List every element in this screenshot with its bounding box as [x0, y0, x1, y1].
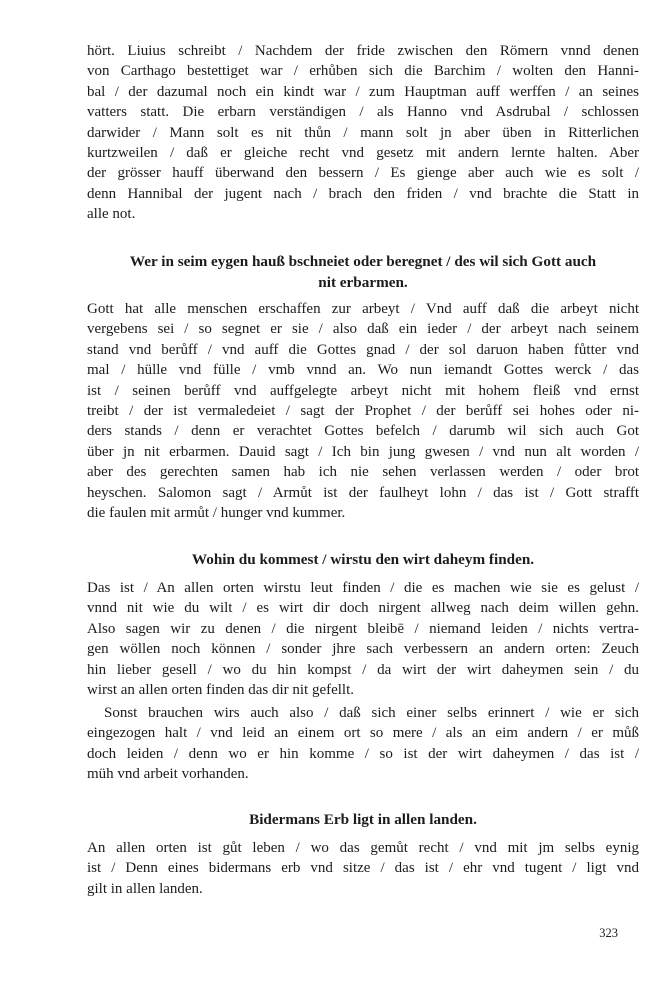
page-number: 323 — [599, 926, 618, 940]
text-line: die faulen mit armůt / hunger vnd kummer. — [87, 504, 346, 521]
text-line: denn Hannibal der jugent nach / brach den friden / vnd brachte die Statt in — [87, 185, 639, 202]
text-line: vatters statt. Die erbarn verständigen / als Hanno vnd Asdrubal / schlossen — [87, 104, 639, 121]
text-line: eingezogen halt / vnd leid an einem ort so mere / als an eim andern / er můß — [87, 725, 639, 742]
text-line: Gott hat alle menschen erschaffen zur arbeyt / Vnd auff daß die arbeyt nicht — [87, 301, 639, 317]
text-line: aber des gerechten samen hab ich nie sehen verlassen werden / oder brot — [87, 464, 639, 481]
text-line: stand vnd berůff / vnd auff die Gottes gnad / der sol daruon haben fůtter vnd — [87, 341, 639, 358]
text-line: über jn nit erbarmen. Dauid sagt / Ich bin jung gwesen / vnd nun alt worden / — [87, 443, 639, 460]
text-line: treibt / der ist vermaledeiet / sagt der Prophet / der berůff sei hohes oder ni- — [87, 402, 639, 419]
paragraph-sonst-brauchen — [87, 703, 639, 785]
text-line: mal / hülle vnd fülle / vmb vnnd an. Wo nun iemandt Gottes werck / das — [87, 362, 639, 379]
text-line: bal / der dazumal noch ein kindt war / zum Hauptman auff werffen / an seines — [87, 83, 639, 100]
text-line: müh vnd arbeit vorhanden. — [87, 766, 249, 783]
text-line: gen wöllen noch können / sonder jhre sach verbessern an andern orten: Zeuch — [87, 641, 639, 658]
heading-line: nit erbarmen. — [318, 274, 408, 291]
text-line: der grösser hauff überwand den bessern / Es gienge aber auch wie es solt / — [87, 165, 639, 182]
text-line: kurtzweilen / daß er gleiche recht vnd gesetz mit andern lernte halten. Aber — [87, 144, 639, 161]
text-line: hört. Liuius schreibt / Nachdem der fride zwischen den Römern vnnd denen — [87, 43, 639, 59]
heading-line: Wer in seim eygen hauß bschneiet oder beregnet / des wil sich Gott auch — [129, 253, 597, 270]
paragraph-hannibal — [87, 41, 639, 225]
text-line: Also sagen wir zu denen / die nirgent bleibē / niemand leiden / nichts vertra- — [87, 620, 639, 637]
text-line: vergebens sei / so segnet er sie / also daß ein ieder / der arbeyt nach seinem — [87, 321, 639, 338]
text-line: alle not. — [87, 206, 136, 223]
heading-wirt-daheym — [87, 549, 639, 570]
text-line: wirst an allen orten finden das dir nit gefellt. — [87, 681, 355, 698]
text-line: heyschen. Salomon sagt / Armůt ist der faulheyt lohn / das ist / Gott strafft — [87, 484, 639, 501]
text-line: vnnd nit wie du wilt / es wirt dir doch nirgent allweg nach deim willen gehn. — [87, 600, 639, 617]
heading-line: Wohin du kommest / wirstu den wirt daheym finden. — [191, 551, 535, 568]
text-line: ders stands / denn er verachtet Gottes befelch / darumb wil sich auch Got — [87, 423, 639, 440]
text-line: hin lieber gesell / wo du hin kompst / da wirt der wirt daheymen sein / du — [87, 661, 639, 678]
text-line: darwider / Mann solt es nit thůn / mann solt jn aber üben in Ritterlichen — [87, 124, 639, 141]
paragraph-bidermans-erb — [87, 838, 639, 899]
paragraph-an-allen-orten — [87, 578, 639, 700]
text-line: doch leiden / denn wo er hin komme / so ist der wirt daheymen / das ist / — [87, 745, 639, 762]
text-line: ist / seinen berůff vnd auffgelegte arbeyt nicht mit hohem fleiß vnd ernst — [87, 382, 639, 399]
text-line: An allen orten ist gůt leben / wo das gemůt recht / vnd mit jm selbs eynig — [87, 840, 639, 856]
paragraph-arbeyt — [87, 299, 639, 523]
heading-line: Bidermans Erb ligt in allen landen. — [249, 811, 477, 828]
text-line: gilt in allen landen. — [87, 880, 203, 897]
text-line: ist / Denn eines bidermans erb vnd sitze / das ist / ehr vnd tugent / ligt vnd — [87, 860, 639, 877]
heading-eygen-hauss — [87, 251, 639, 293]
text-line: Das ist / An allen orten wirstu leut finden / die es machen wie sie es gelust / — [87, 580, 639, 596]
text-line: von Carthago bestettiget war / erhůben sich die Barchim / wolten den Hanni- — [87, 63, 639, 80]
heading-bidermans-erb — [87, 809, 639, 830]
text-line: Sonst brauchen wirs auch also / daß sich einer selbs erinnert / wie er sich — [104, 705, 639, 721]
